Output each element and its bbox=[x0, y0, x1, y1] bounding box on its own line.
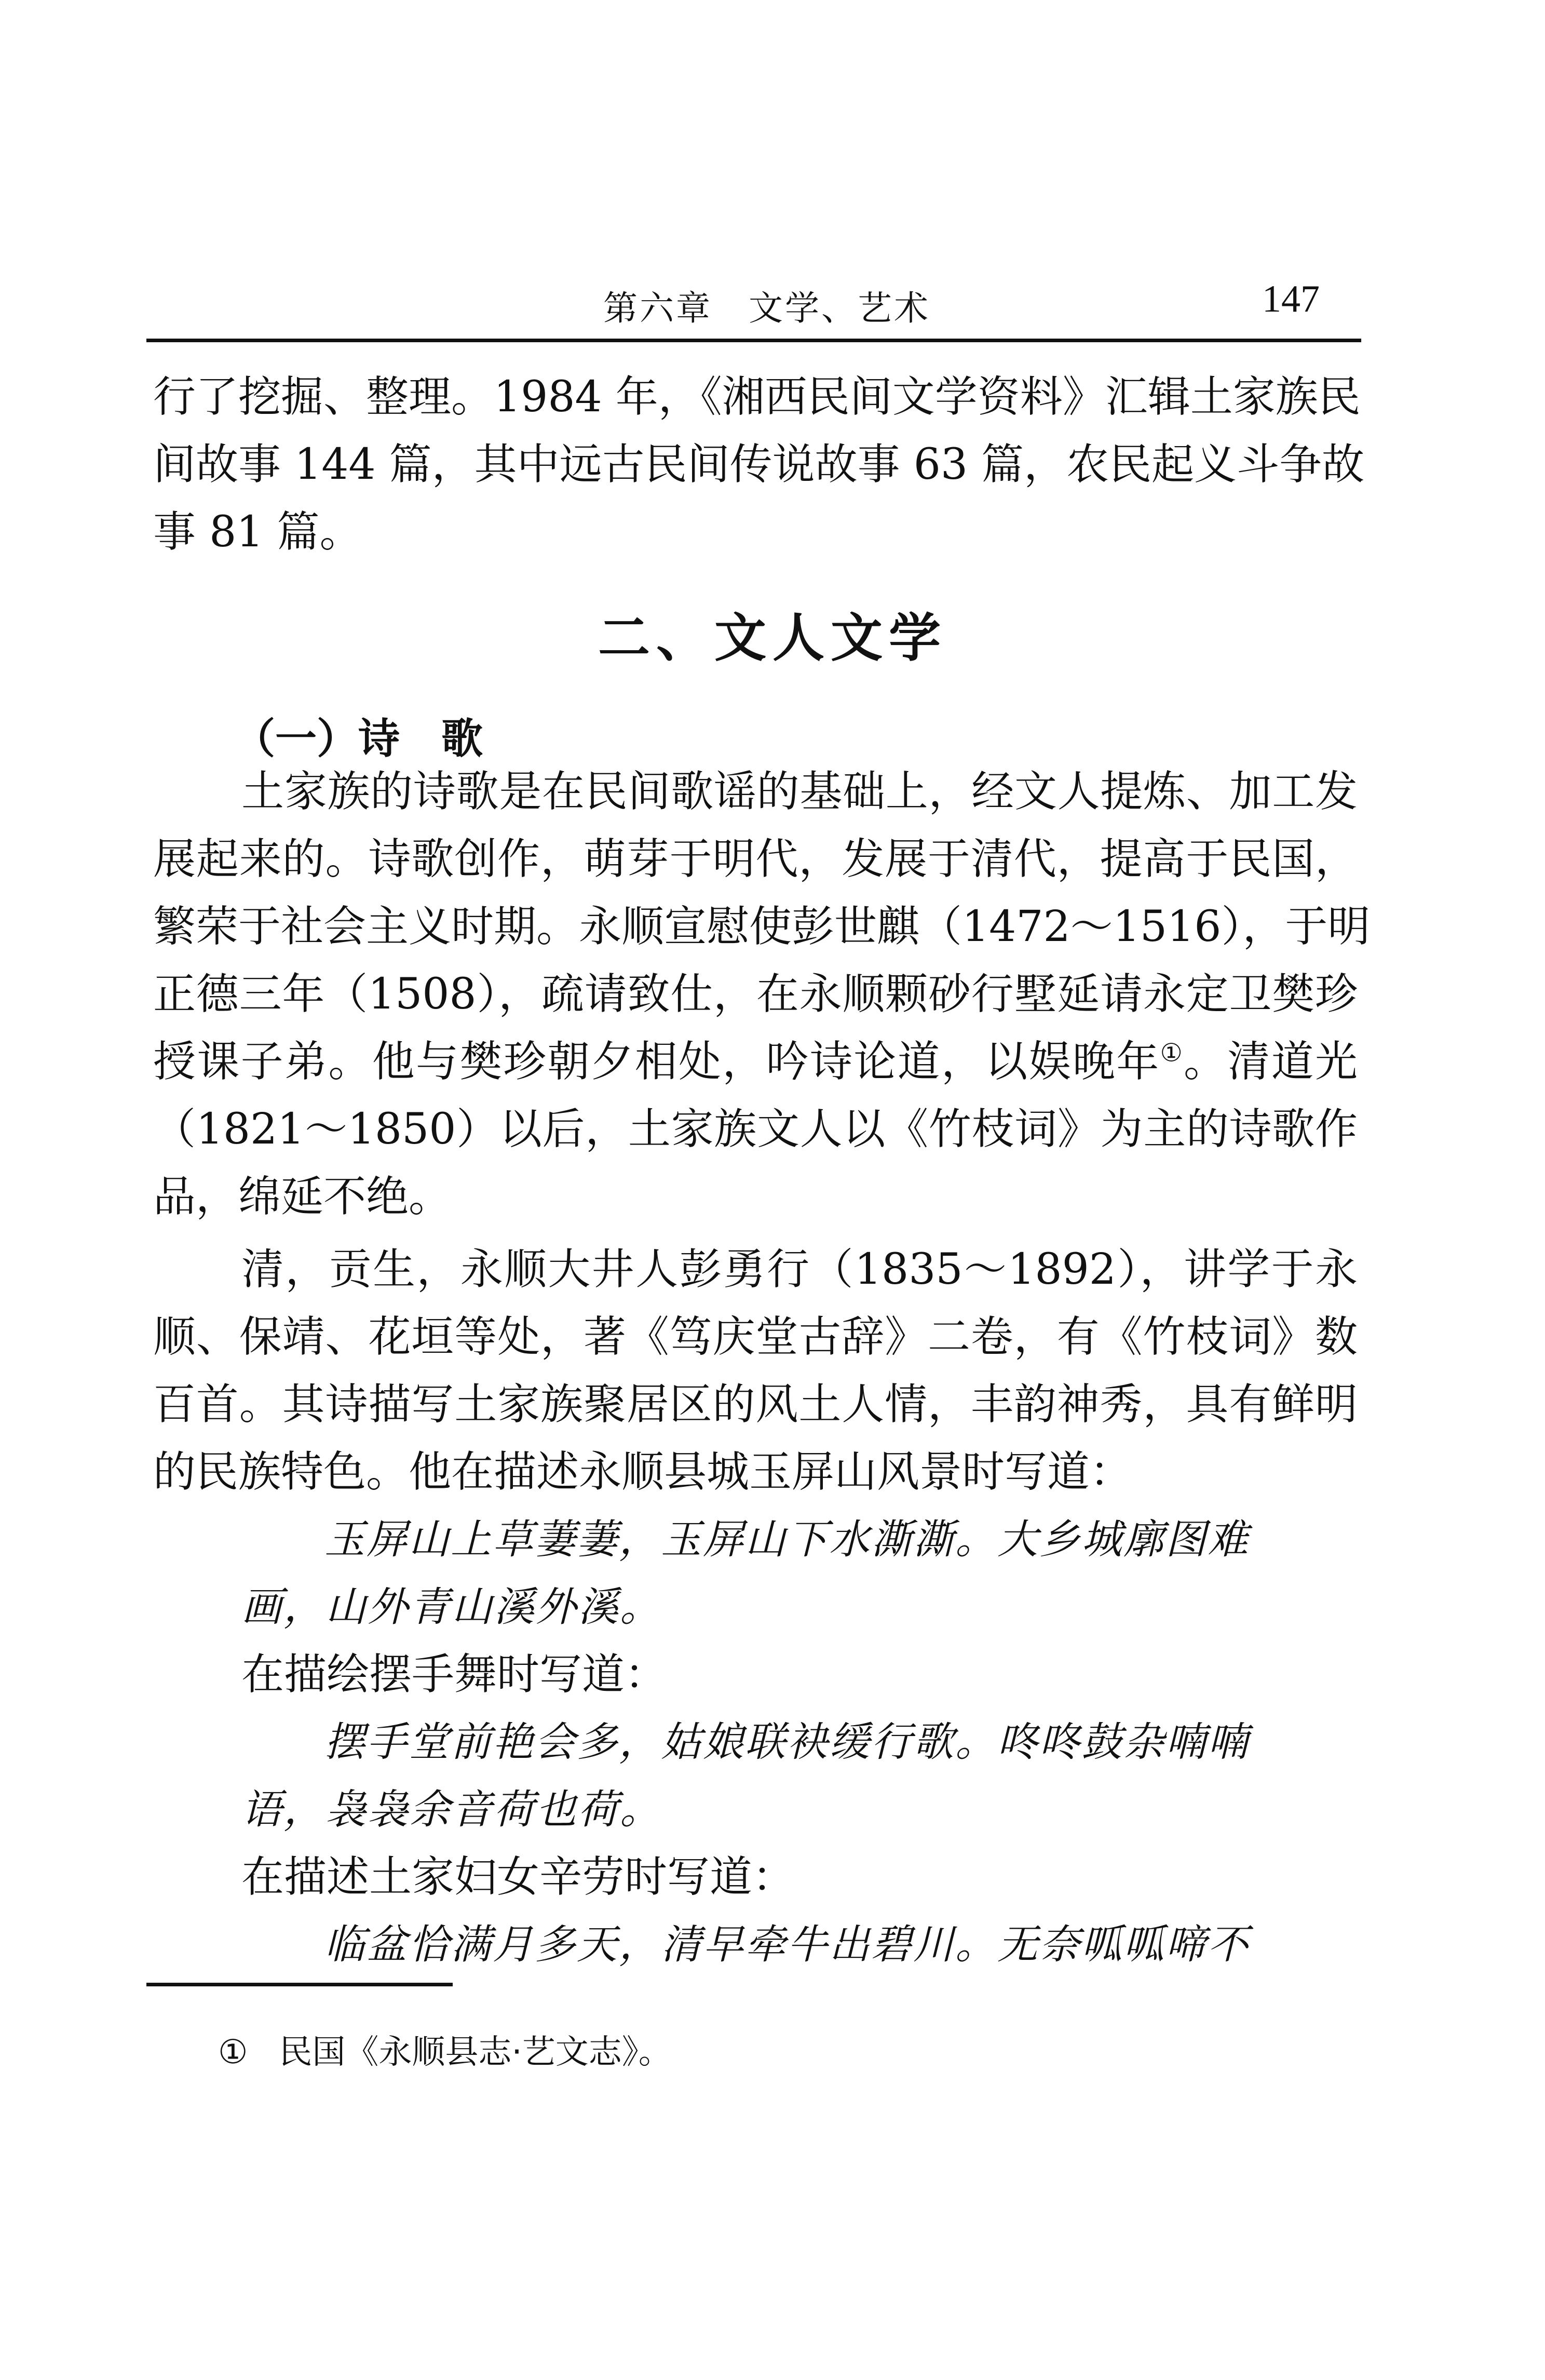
text-line: 的民族特色。他在描述永顺县城玉屏山风景时写道： bbox=[153, 1447, 1133, 1497]
text-line: 在描述土家妇女辛劳时写道： bbox=[241, 1852, 795, 1902]
header-rule bbox=[146, 339, 1361, 342]
section-heading: 二、文人文学 bbox=[598, 608, 947, 668]
text-line: 事 81 篇。 bbox=[153, 507, 362, 557]
text-line: 百首。其诗描写土家族聚居区的风土人情，丰韵神秀，具有鲜明 bbox=[153, 1380, 1358, 1429]
footnote-reference[interactable]: ① bbox=[1160, 1038, 1184, 1068]
poem-line: 摆手堂前艳会多，姑娘联袂缓行歌。咚咚鼓杂喃喃 bbox=[324, 1719, 1250, 1766]
text-line: 清，贡生，永顺大井人彭勇行（1835～1892），讲学于永 bbox=[241, 1245, 1358, 1294]
text-line: 行了挖掘、整理。1984 年，《湘西民间文学资料》汇辑土家族民 bbox=[153, 372, 1361, 422]
text-line-part: 授课子弟。他与樊珍朝夕相处，吟诗论道，以娱晚年 bbox=[153, 1037, 1160, 1086]
footnote-text: 民国《永顺县志·艺文志》。 bbox=[279, 2033, 672, 2072]
text-line-part: 。清道光 bbox=[1184, 1037, 1358, 1086]
text-line: 间故事 144 篇，其中远古民间传说故事 63 篇，农民起义斗争故 bbox=[153, 440, 1365, 489]
text-line: 正德三年（1508），疏请致仕，在永顺颗砂行墅延请永定卫樊珍 bbox=[153, 970, 1358, 1019]
poem-line: 临盆恰满月多天，清早牵牛出碧川。无奈呱呱啼不 bbox=[324, 1921, 1250, 1968]
poem-line: 语，袅袅余音荷也荷。 bbox=[241, 1786, 662, 1833]
text-line bbox=[153, 1028, 1358, 1096]
page-number: 147 bbox=[1262, 278, 1320, 320]
chapter-title: 第六章 文学、艺术 bbox=[603, 288, 930, 328]
running-header bbox=[146, 270, 1361, 327]
subsection-heading: （一）诗 歌 bbox=[234, 715, 483, 763]
text-line: 品，绵延不绝。 bbox=[153, 1172, 452, 1221]
text-line: 繁荣于社会主义时期。永顺宣慰使彭世麒（1472～1516），于明 bbox=[153, 902, 1371, 951]
poem-line: 玉屏山上草萋萋，玉屏山下水澌澌。大乡城廓图难 bbox=[324, 1516, 1250, 1563]
text-line: 展起来的。诗歌创作，萌芽于明代，发展于清代，提高于民国， bbox=[153, 835, 1358, 884]
text-line: （1821～1850）以后，土家族文人以《竹枝词》为主的诗歌作 bbox=[153, 1105, 1358, 1154]
poem-line: 画，山外青山溪外溪。 bbox=[241, 1584, 662, 1631]
footnote-rule bbox=[146, 1983, 453, 1986]
footnote-marker: ① bbox=[218, 2033, 248, 2072]
text-line: 顺、保靖、花垣等处，著《笃庆堂古辞》二卷，有《竹枝词》数 bbox=[153, 1312, 1358, 1362]
footnote bbox=[218, 2025, 672, 2073]
text-line: 在描绘摆手舞时写道： bbox=[241, 1650, 668, 1699]
text-line: 土家族的诗歌是在民间歌谣的基础上，经文人提炼、加工发 bbox=[241, 767, 1358, 816]
